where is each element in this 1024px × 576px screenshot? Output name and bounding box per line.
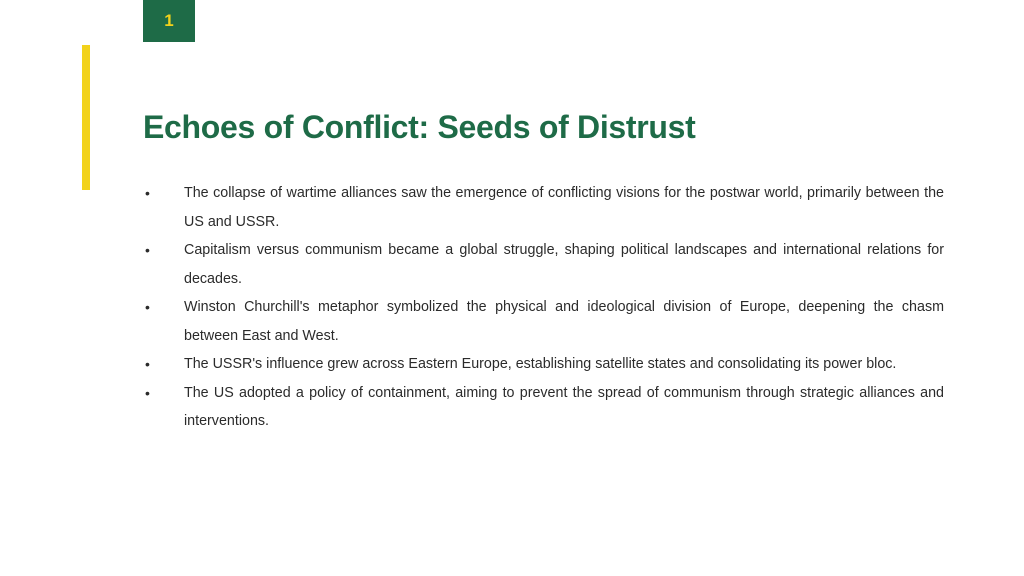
- bullet-text: The collapse of wartime alliances saw the emergence of conflicting visions for the postwar world, primarily between the US and USSR.: [184, 185, 944, 230]
- bullet-text: Winston Churchill's metaphor symbolized the physical and ideological division of Europe, deepening the chasm between East and West.: [184, 299, 944, 344]
- slide-title: Echoes of Conflict: Seeds of Distrust: [143, 109, 696, 145]
- slide-number: 1: [164, 11, 174, 30]
- bullet-item: [143, 179, 944, 236]
- bullet-dot-icon: •: [145, 356, 150, 372]
- bullet-text: The US adopted a policy of containment, aiming to prevent the spread of communism through strategic alliances and interventions.: [184, 384, 944, 429]
- bullet-text: The USSR's influence grew across Eastern Europe, establishing satellite states and consolidating its power bloc.: [184, 356, 897, 372]
- bullet-text: Capitalism versus communism became a global struggle, shaping political landscapes and international relations for decades.: [184, 242, 944, 287]
- bullet-item: [143, 350, 944, 379]
- accent-bar: [82, 45, 90, 190]
- bullet-item: [143, 293, 944, 350]
- bullet-item: [143, 236, 944, 293]
- bullet-dot-icon: •: [145, 384, 150, 401]
- bullet-dot-icon: •: [145, 242, 150, 258]
- slide-number-badge: [143, 0, 195, 42]
- bullet-item: [143, 379, 944, 436]
- bullet-dot-icon: •: [145, 299, 150, 315]
- bullet-dot-icon: •: [145, 185, 150, 201]
- bullet-list: [143, 179, 944, 436]
